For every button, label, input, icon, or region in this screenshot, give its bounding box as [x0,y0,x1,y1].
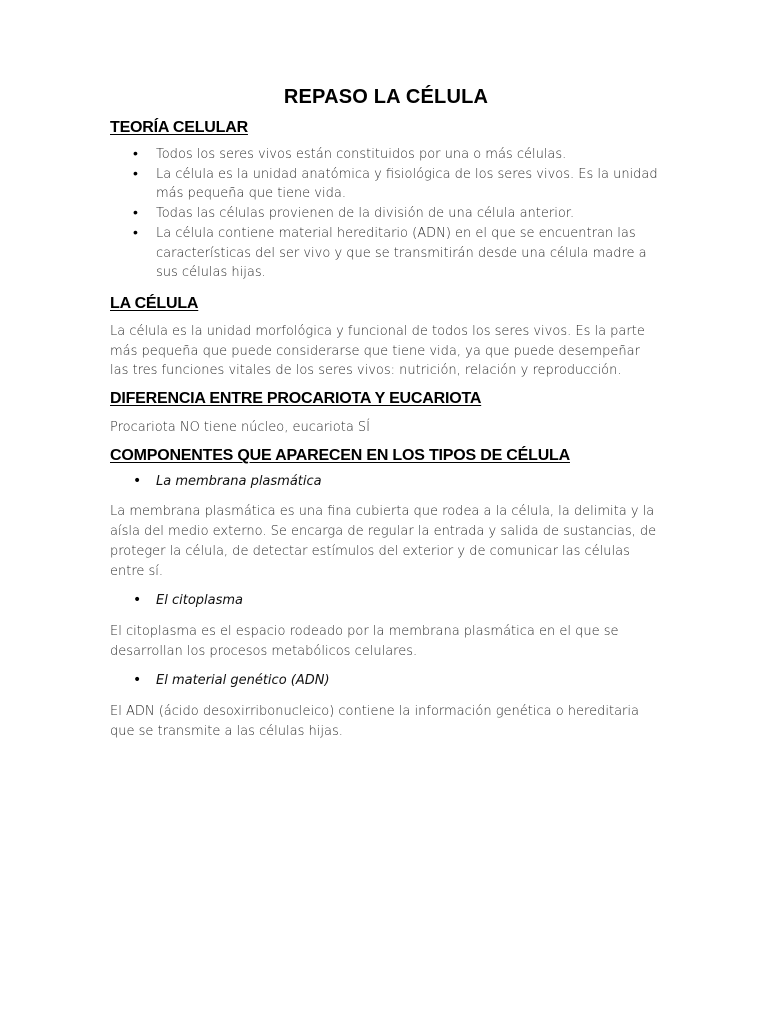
list-item: • La célula es la unidad anatómica y fisiológica de los seres vivos. Es la unidad más pequeña que tiene vida. [156,165,662,204]
document-page [110,86,662,741]
section-heading-teoria-celular: TEORÍA CELULAR [110,119,248,136]
section-heading-diferencia: DIFERENCIA ENTRE PROCARIOTA Y EUCARIOTA [110,390,482,408]
list-item: • La célula contiene material hereditario (ADN) en el que se encuentran las características del ser vivo y que se transmitirán desde una célula madre a sus células hijas. [156,224,662,283]
component-text-membrana: La membrana plasmática es una fina cubierta que rodea a la célula, la delimita y la aísla del medio externo. Se encarga de regular la entrada y salida de sustancias, de proteger la célula, de detectar estímulos del exterior y de comunicar las células entre sí. [110,504,657,579]
component-title-citoplasma: • El citoplasma [110,591,662,611]
component-title-membrana: • La membrana plasmática [110,472,662,492]
la-celula-paragraph: La célula es la unidad morfológica y funcional de todos los seres vivos. Es la parte más pequeña que puede considerarse que tiene vida, ya que puede desempeñar las tres funciones vitales de los seres vivos: nutrición, relación y reproducción. [110,323,645,379]
teoria-celular-list [110,145,662,283]
component-title-material-genetico: • El material genético (ADN) [110,671,662,691]
section-heading-componentes: COMPONENTES QUE APARECEN EN LOS TIPOS DE CÉLULA [110,446,570,464]
component-text-material-genetico: El ADN (ácido desoxirribonucleico) contiene la información genética o hereditaria que se transmite a las células hijas. [110,704,639,739]
section-heading-la-celula: LA CÉLULA [110,294,199,312]
diferencia-paragraph: Procariota NO tiene núcleo, eucariota SÍ [110,420,371,436]
component-text-citoplasma: El citoplasma es el espacio rodeado por la membrana plasmática en el que se desarrollan los procesos metabólicos celulares. [110,623,619,659]
document-title: REPASO LA CÉLULA [283,86,489,108]
list-item: • Todos los seres vivos están constituidos por una o más células. [156,145,662,165]
list-item: • Todas las células provienen de la división de una célula anterior. [156,204,662,224]
